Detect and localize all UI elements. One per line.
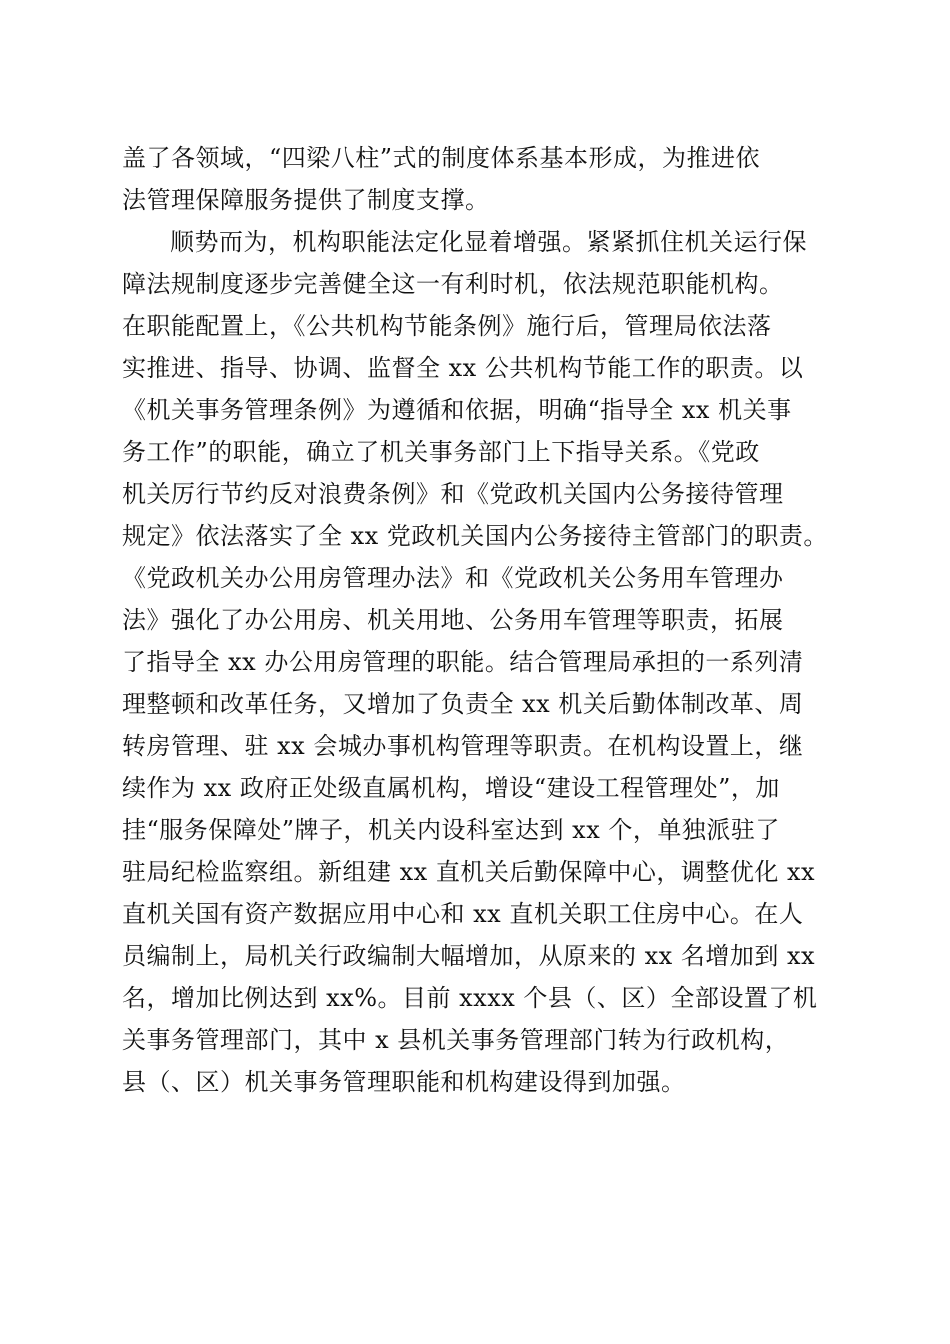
paragraph-first-line: 顺势而为，机构职能法定化显着增强。紧紧抓住机关运行保 [170, 228, 807, 256]
text-line: 关事务管理部门，其中 x 县机关事务管理部门转为行政机构， [122, 1026, 790, 1054]
text-line: 《党政机关办公用房管理办法》和《党政机关公务用车管理办 [122, 564, 784, 592]
text-line: 续作为 xx 政府正处级直属机构，增设“建设工程管理处”，加 [122, 774, 780, 802]
text-line: 了指导全 xx 办公用房管理的职能。结合管理局承担的一系列清 [122, 648, 804, 676]
text-line: 县（、区）机关事务管理职能和机构建设得到加强。 [122, 1068, 686, 1096]
text-line: 机关厉行节约反对浪费条例》和《党政机关国内公务接待管理 [122, 480, 784, 508]
document-body [122, 137, 832, 1103]
text-line: 驻局纪检监察组。新组建 xx 直机关后勤保障中心，调整优化 xx [122, 858, 816, 886]
text-line: 直机关国有资产数据应用中心和 xx 直机关职工住房中心。在人 [122, 900, 804, 928]
text-line: 《机关事务管理条例》为遵循和依据，明确“指导全 xx 机关事 [122, 396, 792, 424]
text-line: 理整顿和改革任务，又增加了负责全 xx 机关后勤体制改革、周 [122, 690, 804, 718]
text-line: 务工作”的职能，确立了机关事务部门上下指导关系。《党政 [122, 438, 760, 466]
text-line: 挂“服务保障处”牌子，机关内设科室达到 xx 个，单独派驻了 [122, 816, 780, 844]
text-line: 法管理保障服务提供了制度支撑。 [122, 186, 490, 214]
text-line: 在职能配置上，《公共机构节能条例》施行后，管理局依法落 [122, 312, 772, 340]
text-line: 实推进、指导、协调、监督全 xx 公共机构节能工作的职责。以 [122, 354, 804, 382]
text-line: 转房管理、驻 xx 会城办事机构管理等职责。在机构设置上，继 [122, 732, 804, 760]
text-line: 规定》依法落实了全 xx 党政机关国内公务接待主管部门的职责。 [122, 522, 828, 550]
text-line: 名，增加比例达到 xx%。目前 xxxx 个县（、区）全部设置了机 [122, 984, 818, 1012]
text-line: 障法规制度逐步完善健全这一有利时机，依法规范职能机构。 [122, 270, 784, 298]
text-line: 员编制上，局机关行政编制大幅增加，从原来的 xx 名增加到 xx [122, 942, 816, 970]
text-line: 法》强化了办公用房、机关用地、公务用车管理等职责，拓展 [122, 606, 784, 634]
text-line: 盖了各领域，“四梁八柱”式的制度体系基本形成，为推进依 [122, 144, 761, 172]
